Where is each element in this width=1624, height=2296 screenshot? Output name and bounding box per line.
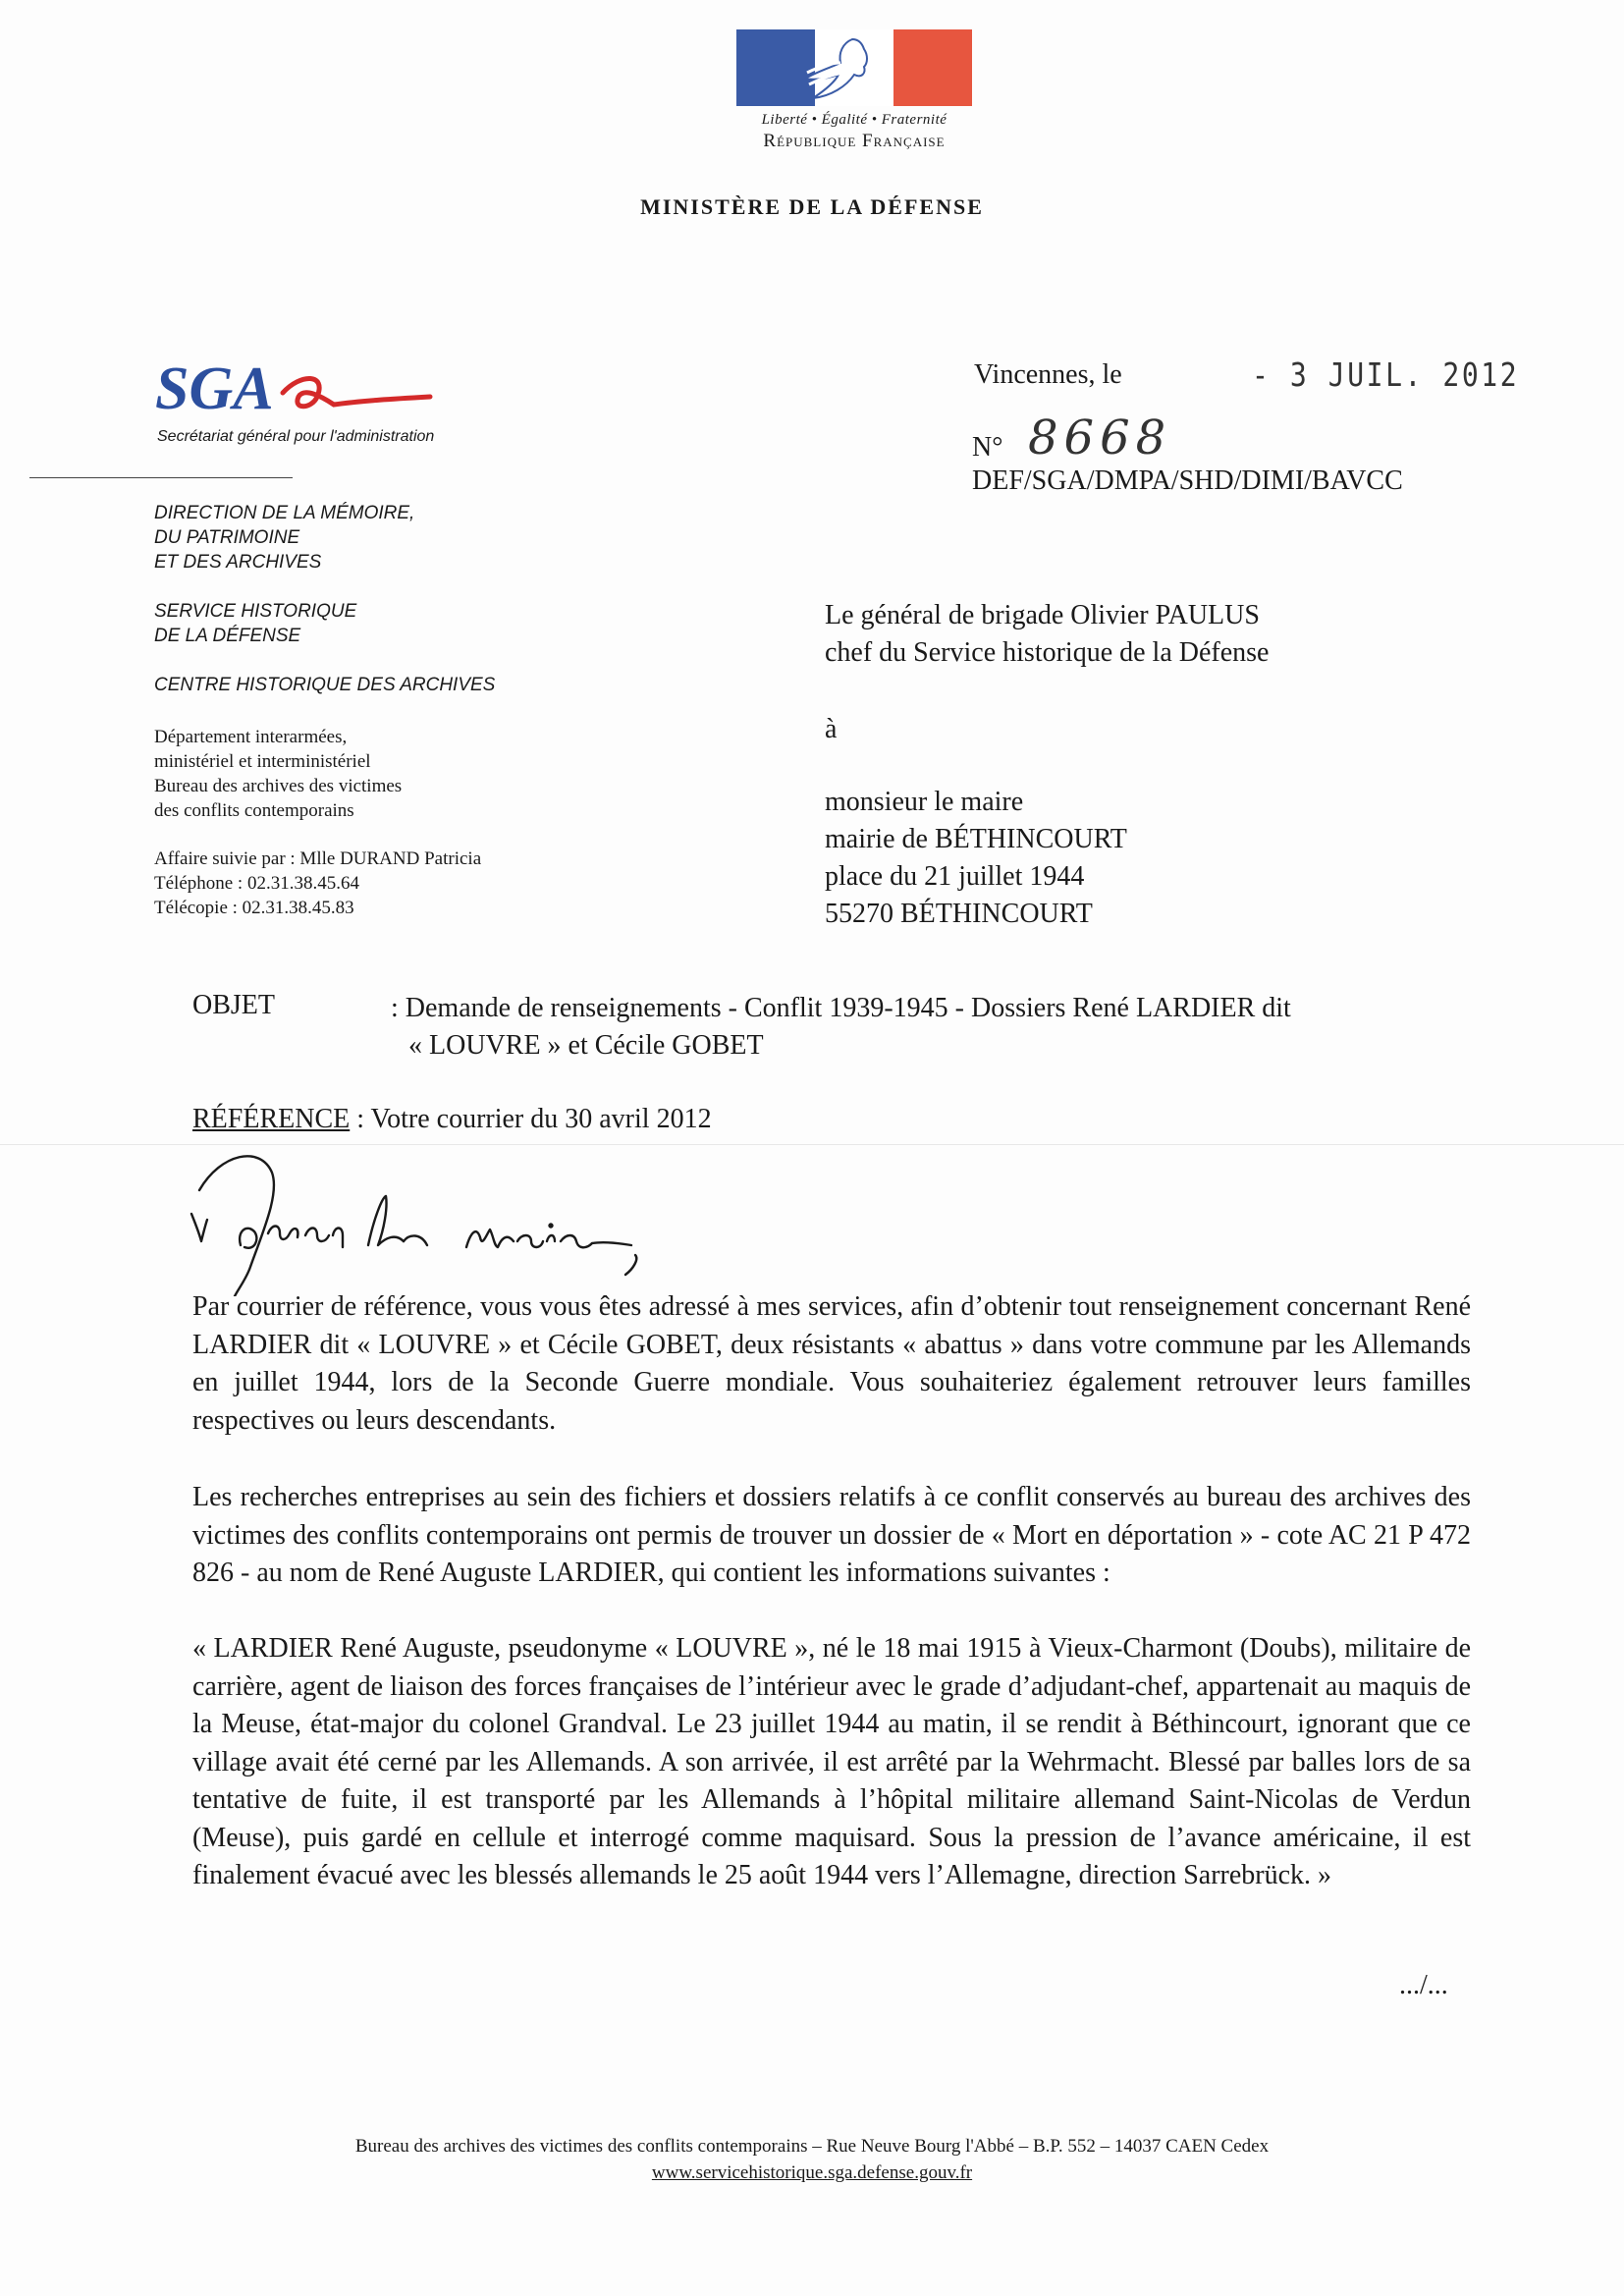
direction-line: DIRECTION DE LA MÉMOIRE, <box>154 503 415 523</box>
sga-subtitle: Secrétariat général pour l'administration <box>157 428 435 445</box>
departement-block <box>154 725 402 823</box>
recipient-line: mairie de BÉTHINCOURT <box>825 824 1127 854</box>
paragraph: « LARDIER René Auguste, pseudonyme « LOUVRE », né le 18 mai 1915 à Vieux-Charmont (Doubs), militaire de carrière, agent de liaison des forces françaises de l’intérieur avec le grade d’adjudant-chef, appartenait au maquis de la Meuse, état-major du colonel Grandval. Le 23 juillet 1944 au matin, il se rendit à Béthincourt, ignorant que ce village avait été cerné par les Allemands. A son arrivée, il est arrêté par la Wehrmacht. Blessé par balles lors de sa tentative de fuite, il est transporté par les Allemands à l’hôpital militaire allemand Saint-Nicolas de Verdun (Meuse), puis gardé en cellule et interrogé comme maquisard. Sous la pression de l’avance américaine, il est finalement évacué avec les blessés allemands le 25 août 1944 vers l’Allemagne, direction Sarrebrück. » <box>192 1633 1471 1890</box>
republique-text: République Française <box>763 131 946 151</box>
direction-block <box>154 501 414 574</box>
footer-url[interactable]: www.servicehistorique.sga.defense.gouv.fr <box>651 2162 973 2183</box>
place-date-label: Vincennes, le <box>974 359 1122 390</box>
ministere-title: MINISTÈRE DE LA DÉFENSE <box>640 194 984 219</box>
republique-logo <box>731 29 977 152</box>
departement-line: Département interarmées, <box>154 727 348 747</box>
reference-label: RÉFÉRENCE <box>192 1104 351 1134</box>
direction-line: DU PATRIMOINE <box>154 527 300 548</box>
sender-line: chef du Service historique de la Défense <box>825 637 1270 668</box>
recipient-line: monsieur le maire <box>825 787 1024 817</box>
recipient-block <box>825 784 1127 933</box>
sender-block <box>825 597 1269 672</box>
reference-code: DEF/SGA/DMPA/SHD/DIMI/BAVCC <box>972 465 1403 496</box>
continuation-mark: .../... <box>1399 1970 1448 2000</box>
recipient-line: place du 21 juillet 1944 <box>825 861 1085 892</box>
handwritten-salutation <box>182 1139 731 1296</box>
sga-logo <box>155 354 450 422</box>
sender-line: Le général de brigade Olivier PAULUS <box>825 600 1260 630</box>
centre-block <box>154 673 495 697</box>
direction-line: ET DES ARCHIVES <box>154 552 322 573</box>
sga-logo-letters: SGA <box>155 355 274 422</box>
marianne-flag-icon <box>736 29 972 106</box>
telephone: Téléphone : 02.31.38.45.64 <box>154 873 359 894</box>
service-line: SERVICE HISTORIQUE <box>154 601 357 622</box>
contact-block <box>154 847 481 920</box>
objet-line: « LOUVRE » et Cécile GOBET <box>408 1030 764 1061</box>
paragraph: Par courrier de référence, vous vous êtes adressé à mes services, afin d’obtenir tout renseignement concernant René LARDIER dit « LOUVRE » et Cécile GOBET, deux résistants « abattus » dans votre commune par les Allemands en juillet 1944, lors de la Seconde Guerre mondiale. Vous souhaiteriez également retrouver leurs familles respectives ou leurs descendants. <box>192 1291 1471 1436</box>
recipient-line: 55270 BÉTHINCOURT <box>825 899 1093 929</box>
reference-line <box>192 1104 712 1135</box>
service-line: DE LA DÉFENSE <box>154 626 301 646</box>
handwritten-number: 8668 <box>1028 410 1172 465</box>
devise-text: Liberté • Égalité • Fraternité <box>761 112 947 128</box>
sga-divider <box>29 477 293 478</box>
date-stamp: - 3 JUIL. 2012 <box>1252 355 1520 394</box>
objet-label: OBJET <box>192 990 275 1020</box>
departement-line: Bureau des archives des victimes <box>154 776 403 796</box>
service-block <box>154 599 356 648</box>
affaire-suivie: Affaire suivie par : Mlle DURAND Patricia <box>154 848 482 869</box>
number-label: N° <box>972 432 1003 463</box>
departement-line: ministériel et interministériel <box>154 751 371 772</box>
a-word: à <box>825 714 838 744</box>
objet-text <box>391 990 1481 1065</box>
departement-line: des conflits contemporains <box>154 800 354 821</box>
objet-line: : Demande de renseignements - Conflit 1939-1945 - Dossiers René LARDIER dit <box>391 993 1291 1023</box>
paragraph: Les recherches entreprises au sein des fichiers et dossiers relatifs à ce conflit conservés au bureau des archives des victimes des conflits contemporains ont permis de trouver un dossier de « Mort en déportation » - cote AC 21 P 472 826 - au nom de René Auguste LARDIER, qui contient les informations suivantes : <box>192 1482 1471 1588</box>
reference-text: : Votre courrier du 30 avril 2012 <box>350 1104 712 1134</box>
fold-line <box>0 1144 1624 1145</box>
centre-line: CENTRE HISTORIQUE DES ARCHIVES <box>154 675 496 695</box>
telecopie: Télécopie : 02.31.38.45.83 <box>154 898 354 918</box>
footer-address: Bureau des archives des victimes des conflits contemporains – Rue Neuve Bourg l'Abbé – B.P. 552 – 14037 CAEN Cedex <box>354 2136 1270 2157</box>
